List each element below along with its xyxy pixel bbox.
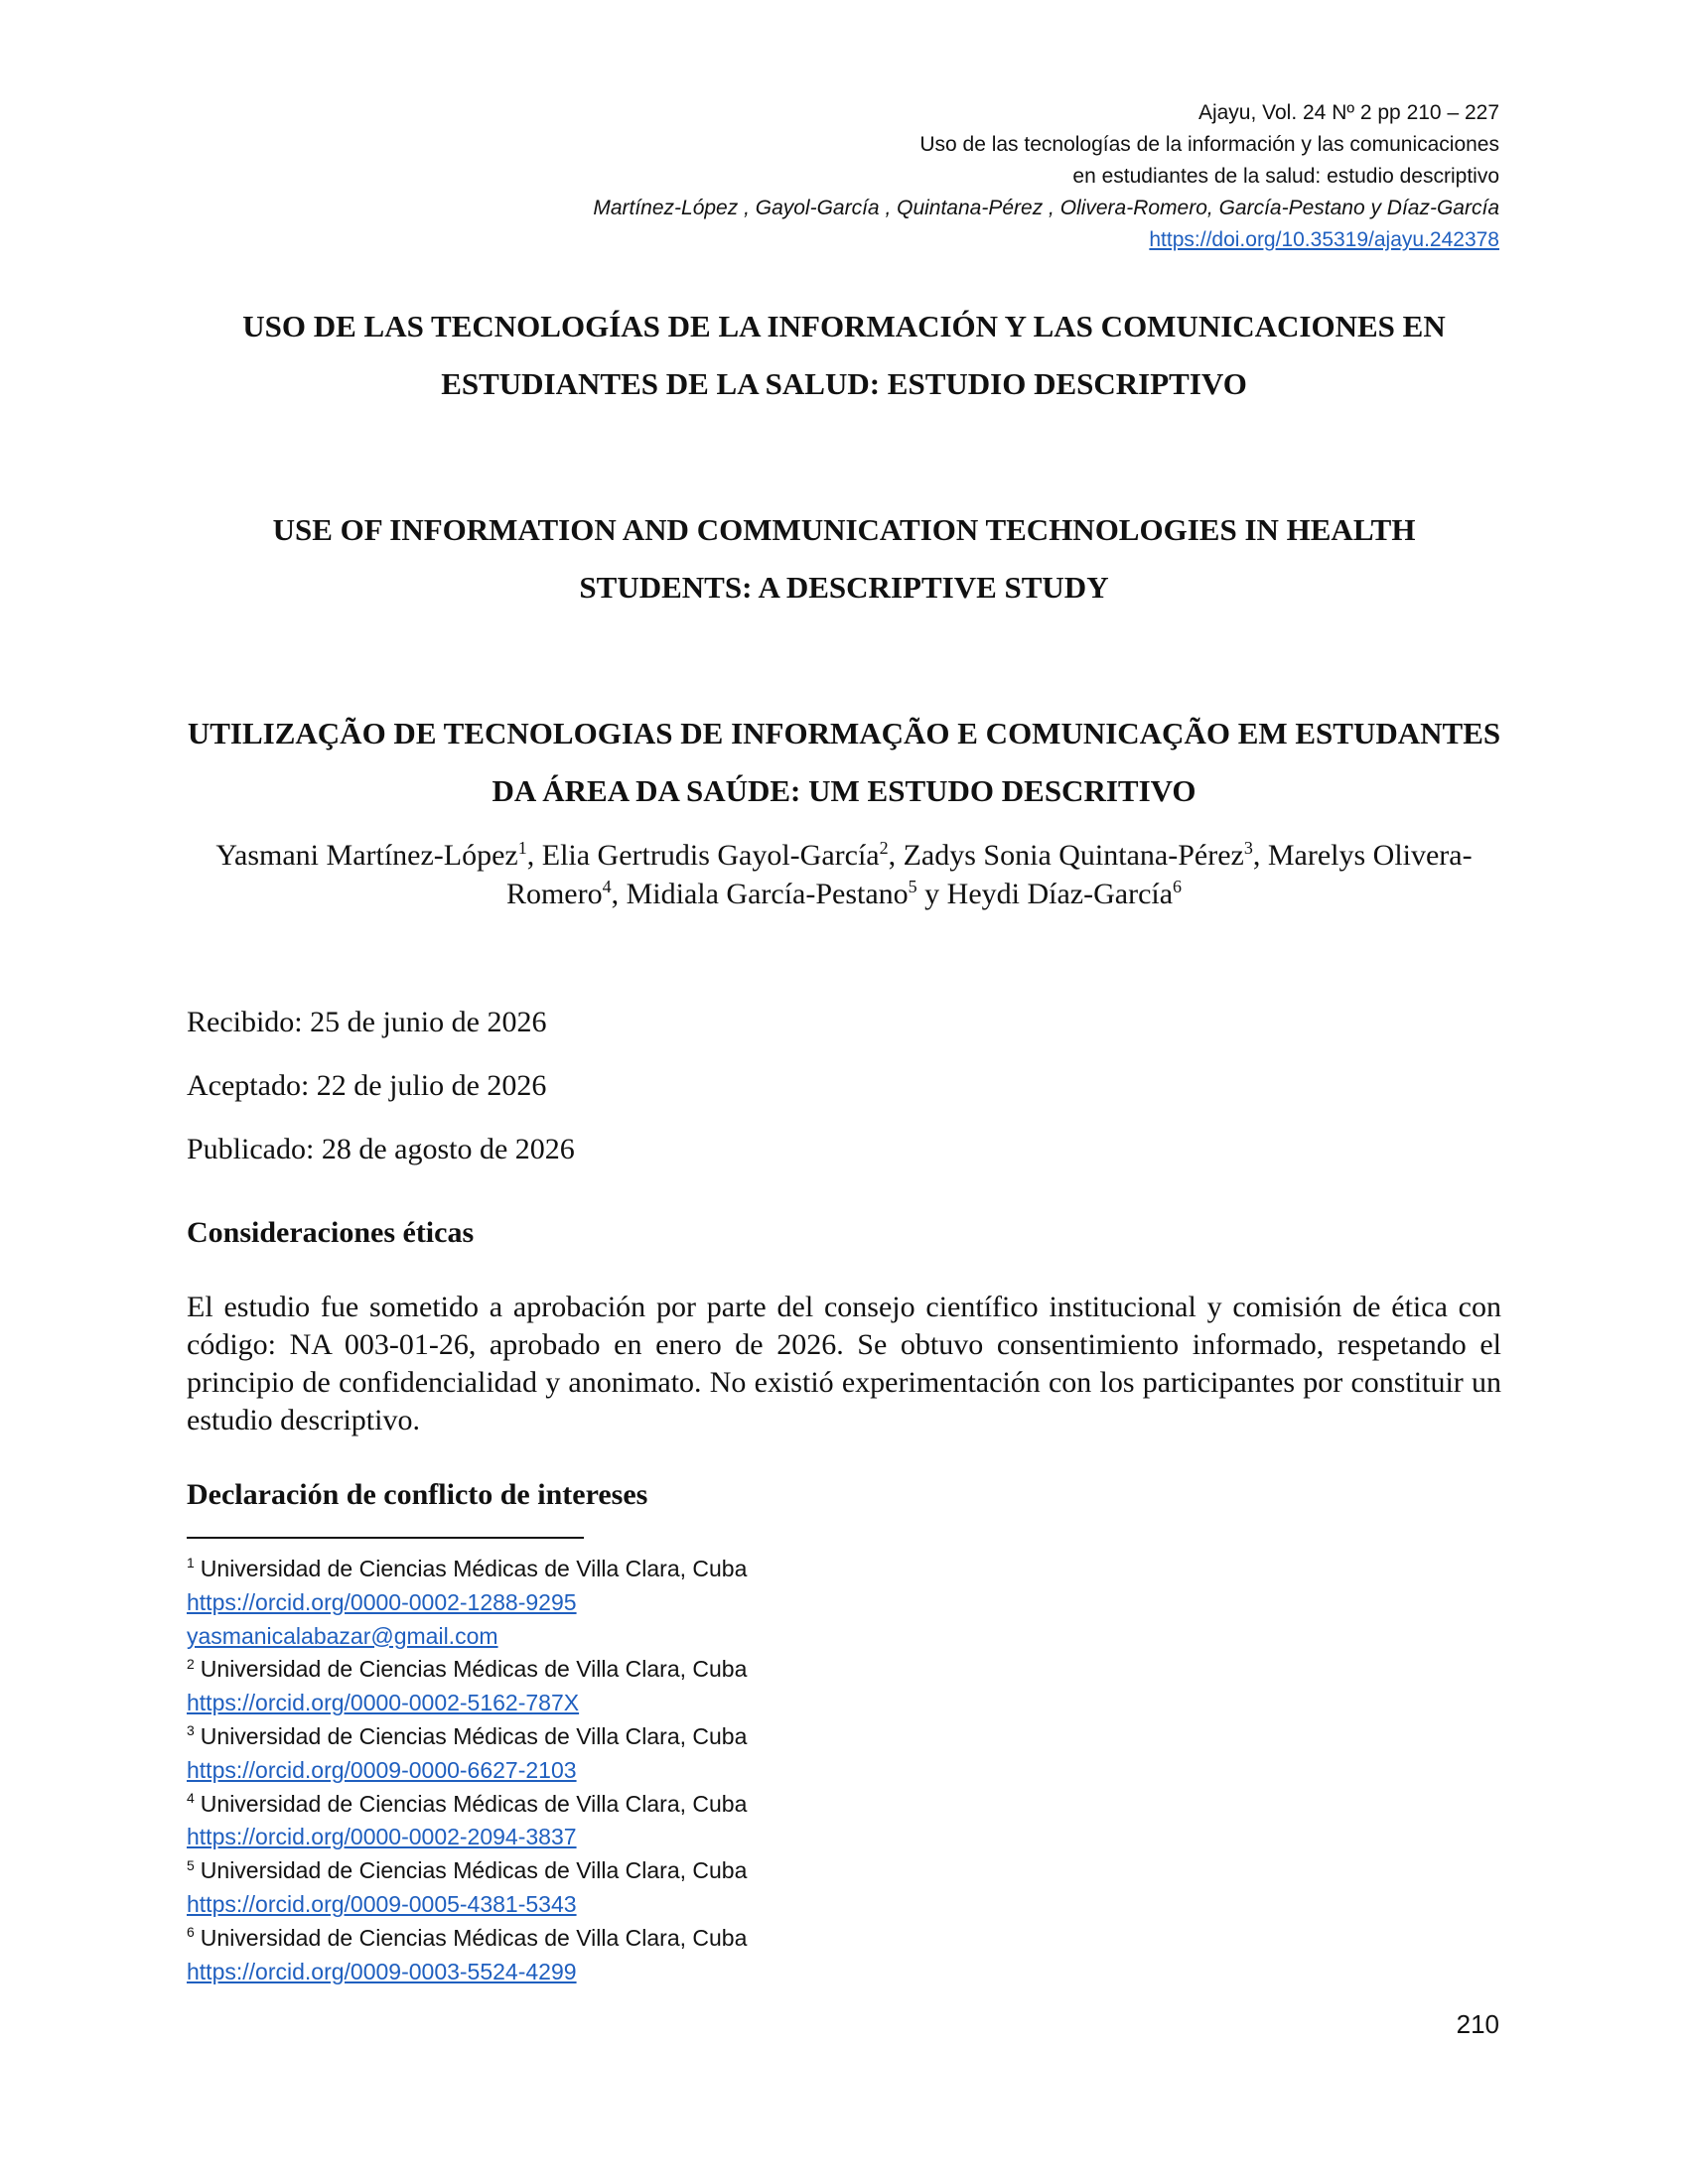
footnote-separator (187, 1537, 584, 1539)
footnote-affiliation (187, 1922, 747, 1956)
author-name: Elia Gertrudis Gayol-García (541, 839, 880, 872)
affiliation-text: Universidad de Ciencias Médicas de Villa Clara, Cuba (200, 1790, 748, 1817)
orcid-link[interactable]: https://orcid.org/0000-0002-1288-9295 (187, 1588, 577, 1615)
author-affiliation-number: 3 (1243, 838, 1253, 858)
affiliation-text: Universidad de Ciencias Médicas de Villa Clara, Cuba (200, 1656, 748, 1683)
footnote-number: 6 (187, 1924, 195, 1941)
author-list: Yasmani Martínez-López$^1$, Elia Gertrudis Gayol-García$^2$, Zadys Sonia Quintana-Pérez$^3$, Marelys Olivera-Romero$^4$, Midiala García-Pestano$^5$ y Heydi Díaz-García$^6$ (215, 838, 1473, 910)
author-affiliation-number: 6 (1173, 877, 1183, 896)
affiliation-text: Universidad de Ciencias Médicas de Villa Clara, Cuba (200, 1857, 748, 1884)
orcid-link[interactable]: https://orcid.org/0009-0000-6627-2103 (187, 1756, 577, 1783)
affiliation-text: Universidad de Ciencias Médicas de Villa Clara, Cuba (200, 1722, 748, 1749)
affiliation-text: Universidad de Ciencias Médicas de Villa Clara, Cuba (200, 1924, 748, 1951)
author-affiliation-number: 4 (602, 877, 612, 896)
published-date: Publicado: 28 de agosto de 2026 (187, 1133, 575, 1165)
footnote-number: 5 (187, 1856, 195, 1873)
footnote-number: 2 (187, 1655, 195, 1672)
title-english: USE OF INFORMATION AND COMMUNICATION TECHNOLOGIES IN HEALTH STUDENTS: A DESCRIPTIVE STUDY (272, 512, 1416, 605)
footnote-affiliation (187, 1854, 747, 1888)
author-name: Zadys Sonia Quintana-Pérez (903, 839, 1244, 872)
orcid-link[interactable]: https://orcid.org/0000-0002-5162-787X (187, 1690, 580, 1716)
title-spanish: USO DE LAS TECNOLOGÍAS DE LA INFORMACIÓN Y LAS COMUNICACIONES EN ESTUDIANTES DE LA SALUD: ESTUDIO DESCRIPTIVO (242, 309, 1446, 401)
author-name: Yasmani Martínez-López (215, 839, 518, 872)
running-short-title-line-2: en estudiantes de la salud: estudio descriptivo (1072, 165, 1499, 188)
orcid-link[interactable]: https://orcid.org/0009-0003-5524-4299 (187, 1958, 577, 1984)
author-affiliation-number: 5 (908, 877, 917, 896)
author-affiliation-number: 2 (879, 838, 889, 858)
publication-dates (187, 1003, 575, 1193)
running-authors: Martínez-López , Gayol-García , Quintana-Pérez , Olivera-Romero, García-Pestano y Díaz-García (593, 197, 1499, 219)
running-short-title-line-1: Uso de las tecnologías de la información y las comunicaciones (919, 133, 1499, 156)
affiliation-text: Universidad de Ciencias Médicas de Villa Clara, Cuba (200, 1556, 748, 1581)
author-affiliation-number: 1 (517, 838, 527, 858)
footnote-affiliation (187, 1788, 747, 1822)
orcid-link[interactable]: https://orcid.org/0009-0005-4381-5343 (187, 1890, 577, 1917)
author-name: Marelys Olivera-Romero (505, 839, 1473, 910)
footnote-affiliation (187, 1720, 747, 1754)
doi-link[interactable]: https://doi.org/10.35319/ajayu.242378 (1149, 228, 1499, 251)
received-date: Recibido: 25 de junio de 2026 (187, 1006, 547, 1038)
footnote-affiliation (187, 1653, 747, 1687)
running-header (407, 97, 1499, 256)
title-portuguese: UTILIZAÇÃO DE TECNOLOGIAS DE INFORMAÇÃO E COMUNICAÇÃO EM ESTUDANTES DA ÁREA DA SAÚDE: UM ESTUDO DESCRITIVO (187, 716, 1501, 808)
email-link[interactable]: yasmanicalabazar@gmail.com (187, 1622, 498, 1649)
footnote-number: 4 (187, 1789, 195, 1806)
page-number: 210 (1456, 2009, 1499, 2039)
conflict-heading: Declaración de conflicto de intereses (187, 1478, 648, 1511)
accepted-date: Aceptado: 22 de julio de 2026 (187, 1069, 547, 1102)
author-name: Midiala García-Pestano (626, 878, 909, 910)
footnote-number: 3 (187, 1722, 195, 1739)
footnotes (187, 1553, 747, 1988)
author-name: Heydi Díaz-García (946, 878, 1174, 910)
ethics-heading: Consideraciones éticas (187, 1216, 475, 1249)
footnote-affiliation (187, 1553, 747, 1586)
orcid-link[interactable]: https://orcid.org/0000-0002-2094-3837 (187, 1824, 577, 1850)
ethics-paragraph: El estudio fue sometido a aprobación por parte del consejo científico institucional y comisión de ética con código: NA 003-01-26, aprobado en enero de 2026. Se obtuvo consentimiento informado, respetando el principio de confidencialidad y anonimato. No existió experimentación con los participantes por constituir un estudio descriptivo. (187, 1291, 1501, 1436)
footnote-number: 1 (187, 1555, 195, 1571)
journal-citation: Ajayu, Vol. 24 Nº 2 pp 210 – 227 (1197, 101, 1499, 124)
